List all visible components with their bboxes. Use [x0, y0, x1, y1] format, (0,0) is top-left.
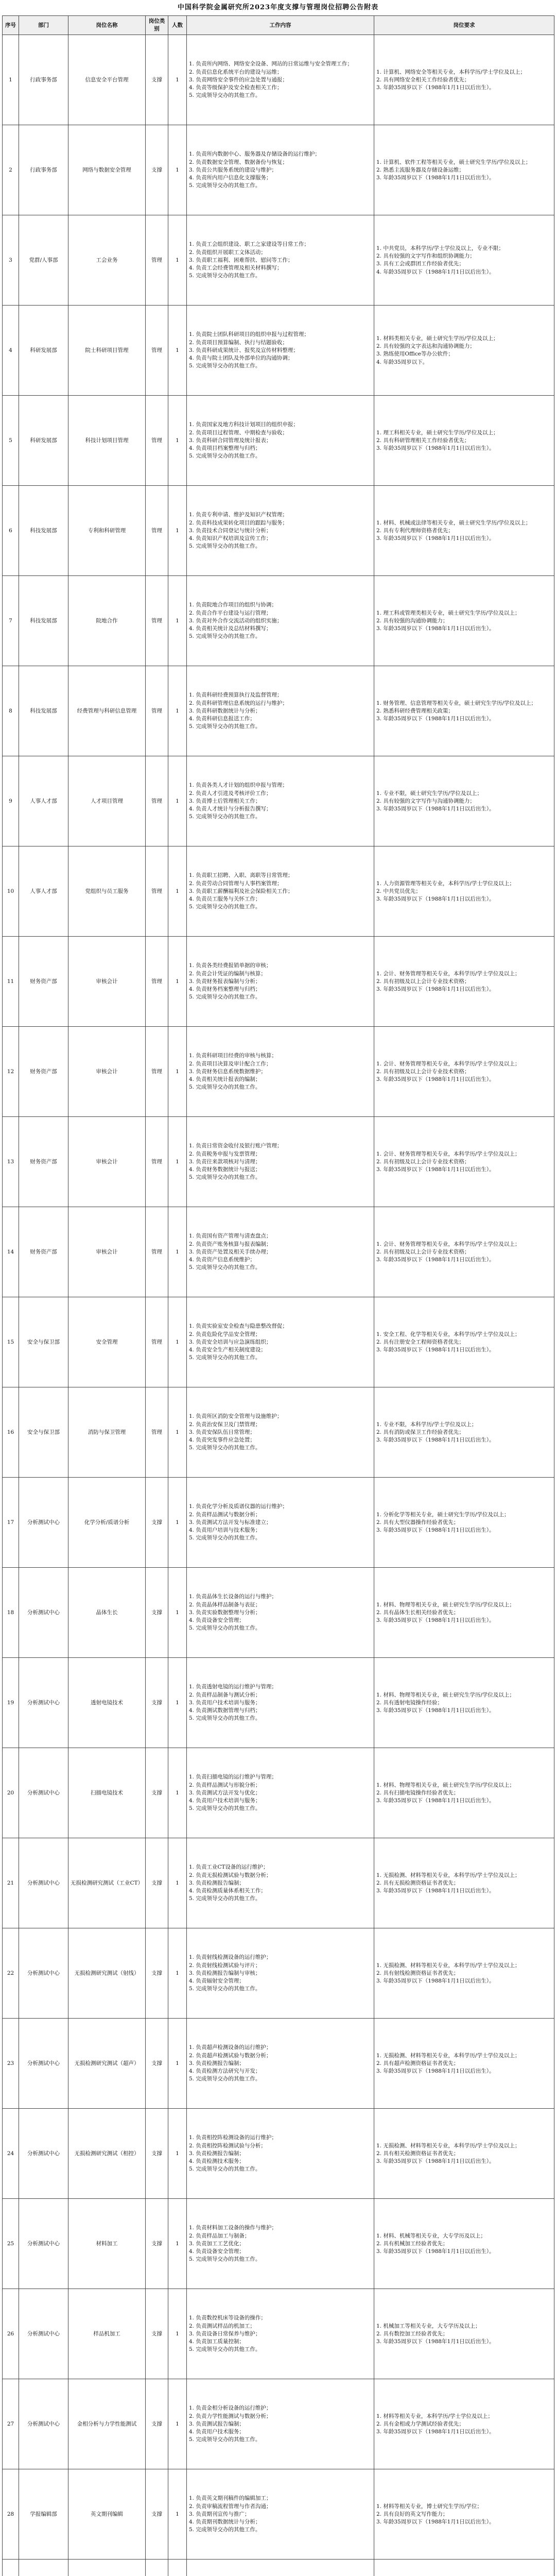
- cell-resp: 1. 负责晶体生长设备的运行与维护； 2. 负责晶体样品制备与表征； 3. 负责实验数据整理与分析； 4. 负责设备安全管理； 5. 完成领导交办的其他工作。: [187, 1568, 374, 1658]
- cell-req: 1. 专业不限，硕士研究生学历/学位及以上； 2. 具有较强的文字写作与沟通协调能力； 3. 年龄35周岁以下（1988年1月1日以后出生）。: [374, 756, 554, 846]
- cell-req: 1. 材料、物理等相关专业，硕士研究生学历/学位及以上； 2. 具有透射电镜操作经验； 3. 年龄35周岁以下（1988年1月1日以后出生）。: [374, 1658, 554, 1748]
- cell-post: 无损检测研究测试（相控）: [68, 2109, 146, 2199]
- cell-type: 管理: [146, 1207, 168, 1297]
- cell-post: 审核会计: [68, 1027, 146, 1117]
- cell-type: 管理: [146, 576, 168, 666]
- cell-type: [146, 2560, 168, 2576]
- cell-resp: 1. 负责射线检测设备的运行维护； 2. 负责射线检测试验与评片； 3. 负责检测报告编制与审核； 4. 负责辐射安全管理； 5. 完成领导交办的其他工作。: [187, 1928, 374, 2019]
- cell-type: 管理: [146, 306, 168, 396]
- cell-post: 扫描电镜技术: [68, 1748, 146, 1838]
- cell-type: 支撑: [146, 2379, 168, 2469]
- cell-no: 18: [3, 1568, 19, 1658]
- cell-req: 1. 安全工程、化学等相关专业，本科学历/学士学位及以上； 2. 具有注册安全工程师资格者优先； 3. 年龄35周岁以下（1988年1月1日以后出生）。: [374, 1297, 554, 1387]
- cell-resp: 1. 负责金相分析设备的运行维护； 2. 负责力学性能测试与数据分析； 3. 负责测试报告编制； 4. 负责用户技术服务； 5. 完成领导交办的其他工作。: [187, 2379, 374, 2469]
- cell-no: 14: [3, 1207, 19, 1297]
- header-post: 岗位名称: [68, 16, 146, 35]
- cell-req: 1. 材料、机械或法律等相关专业，硕士研究生学历/学位及以上； 2. 具有专利代理师资格者优先； 3. 年龄35周岁以下（1988年1月1日以后出生）。: [374, 486, 554, 576]
- cell-resp: 1. 负责英文期刊稿件的编辑加工； 2. 负责审稿流程管理与作者沟通； 3. 负责期刊宣传与推广； 4. 负责期刊数据统计与分析； 5. 完成领导交办的其他工作。: [187, 2469, 374, 2560]
- cell-post: 院地合作: [68, 576, 146, 666]
- cell-resp: 1. 负责职工招聘、入职、离职等日常管理； 2. 负责劳动合同管理与人事档案管理； 3. 负责职工薪酬福利及社会保险相关工作； 4. 负责员工服务与关怀工作； 5. 完成领导交办的其他工作。: [187, 846, 374, 937]
- cell-no: 15: [3, 1297, 19, 1387]
- cell-req: 1. 材料、物理等相关专业，硕士研究生学历/学位及以上； 2. 具有扫描电镜操作经验者优先； 3. 年龄35周岁以下（1988年1月1日以后出生）。: [374, 1748, 554, 1838]
- table-row: [3, 2379, 554, 2469]
- cell-req: 1. 计算机、软件工程等相关专业，硕士研究生学历/学位及以上； 2. 熟悉主流服务器及存储设备运维； 3. 年龄35周岁以下（1988年1月1日以后出生）。: [374, 125, 554, 215]
- cell-resp: 1. 负责实验室安全检查与隐患整改督促； 2. 负责危险化学品安全管理； 3. 负责安全培训与应急演练组织； 4. 负责安全生产相关制度建设； 5. 完成领导交办的其他工作。: [187, 1297, 374, 1387]
- cell-count: 1: [168, 2469, 187, 2560]
- cell-count: 1: [168, 2199, 187, 2289]
- cell-dept: 财务资产部: [19, 937, 68, 1027]
- cell-no: 25: [3, 2199, 19, 2289]
- cell-dept: 分析测试中心: [19, 1748, 68, 1838]
- header-req: 岗位要求: [374, 16, 554, 35]
- cell-req: 1. 材料等相关专业，本科学历/学士学位及以上； 2. 具有金相或力学测试经验者优先； 3. 年龄35周岁以下（1988年1月1日以后出生）。: [374, 2379, 554, 2469]
- cell-dept: 行政事务部: [19, 35, 68, 125]
- cell-count: 1: [168, 1117, 187, 1207]
- cell-post: 科技计划项目管理: [68, 396, 146, 486]
- cell-no: 27: [3, 2379, 19, 2469]
- cell-no: 4: [3, 306, 19, 396]
- table-body: [3, 35, 554, 2576]
- table-row: [3, 486, 554, 576]
- cell-post: 化学分析/质谱分析: [68, 1478, 146, 1568]
- cell-resp: 1. 负责日常资金收付及银行账户管理； 2. 负责税务申报与发票管理； 3. 负责往来款项核对与清理； 4. 负责财务数据统计与报送； 5. 完成领导交办的其他工作。: [187, 1117, 374, 1207]
- cell-post: 消防与保卫管理: [68, 1387, 146, 1478]
- table-row: [3, 125, 554, 215]
- cell-no: 16: [3, 1387, 19, 1478]
- cell-type: 支撑: [146, 125, 168, 215]
- cell-no: 20: [3, 1748, 19, 1838]
- cell-type: 管理: [146, 396, 168, 486]
- cell-post: 审核会计: [68, 937, 146, 1027]
- cell-count: 1: [168, 1387, 187, 1478]
- cell-no: 2: [3, 125, 19, 215]
- cell-dept: 分析测试中心: [19, 1568, 68, 1658]
- header-dept: 部门: [19, 16, 68, 35]
- cell-type: 管理: [146, 756, 168, 846]
- cell-type: 管理: [146, 846, 168, 937]
- cell-dept: 人事人才部: [19, 756, 68, 846]
- cell-post: 人才项目管理: [68, 756, 146, 846]
- cell-type: 管理: [146, 937, 168, 1027]
- cell-resp: 1. 负责工业CT设备的运行维护； 2. 负责无损检测试验与数据分析； 3. 负责检测报告编制； 4. 负责检测质量体系相关工作； 5. 完成领导交办的其他工作。: [187, 1838, 374, 1928]
- cell-req: 1. 财务管理、信息管理等相关专业，硕士研究生学历/学位及以上； 2. 熟悉科研经费管理相关政策； 3. 年龄35周岁以下（1988年1月1日以后出生）。: [374, 666, 554, 756]
- cell-dept: 安全与保卫部: [19, 1297, 68, 1387]
- cell-post: 安全管理: [68, 1297, 146, 1387]
- cell-dept: 分析测试中心: [19, 1928, 68, 2019]
- cell-post: 网络与数据安全管理: [68, 125, 146, 215]
- cell-count: 1: [168, 1207, 187, 1297]
- cell-post: 材料加工: [68, 2199, 146, 2289]
- cell-req: 1. 材料、物理等相关专业，硕士研究生学历/学位及以上； 2. 具有晶体生长相关经验者优先； 3. 年龄35周岁以下（1988年1月1日以后出生）。: [374, 1568, 554, 1658]
- cell-no: 22: [3, 1928, 19, 2019]
- cell-count: [168, 2560, 187, 2576]
- cell-dept: 分析测试中心: [19, 1478, 68, 1568]
- cell-resp: 1. 负责超声检测设备的运行维护； 2. 负责超声检测试验与数据分析； 3. 负责检测报告编制； 4. 负责检测方法研究与开发； 5. 完成领导交办的其他工作。: [187, 2019, 374, 2109]
- cell-dept: 行政事务部: [19, 125, 68, 215]
- cell-post: 党组织与员工服务: [68, 846, 146, 937]
- cell-type: 支撑: [146, 1568, 168, 1658]
- cell-dept: 分析测试中心: [19, 1658, 68, 1748]
- cell-dept: 财务资产部: [19, 1027, 68, 1117]
- header-count: 人数: [168, 16, 187, 35]
- cell-req: 1. 机械加工等相关专业，大专学历及以上； 2. 具有数控加工经验者优先； 3. 年龄35周岁以下（1988年1月1日以后出生）。: [374, 2289, 554, 2379]
- table-row: [3, 1297, 554, 1387]
- cell-req: 1. 材料类相关专业，硕士研究生学历/学位及以上； 2. 具有较强的文字表达和沟通协调能力； 3. 熟练使用Office等办公软件； 4. 年龄35周岁以下。: [374, 306, 554, 396]
- cell-count: 1: [168, 125, 187, 215]
- cell-req: 1. 无损检测、材料等相关专业，本科学历/学士学位及以上； 2. 具有超声检测资格证书者优先； 3. 年龄35周岁以下（1988年1月1日以后出生）。: [374, 2019, 554, 2109]
- cell-dept: 科研发展部: [19, 306, 68, 396]
- cell-resp: 1. 负责所区消防安全管理与设施维护； 2. 负责治安保卫及门禁管理； 3. 负责安保队伍日常管理； 4. 负责突发事件应急处置； 5. 完成领导交办的其他工作。: [187, 1387, 374, 1478]
- cell-count: 1: [168, 937, 187, 1027]
- cell-no: 21: [3, 1838, 19, 1928]
- cell-dept: 科技发展部: [19, 486, 68, 576]
- cell-post: 无损检测研究测试（超声）: [68, 2019, 146, 2109]
- cell-resp: [187, 2560, 374, 2576]
- table-row: [3, 1838, 554, 1928]
- table-row: [3, 1928, 554, 2019]
- cell-no: 5: [3, 396, 19, 486]
- table-row: [3, 1207, 554, 1297]
- cell-req: 1. 会计、财务管理等相关专业，本科学历/学士学位及以上； 2. 具有初级及以上会计专业技术资格； 3. 年龄35周岁以下（1988年1月1日以后出生）。: [374, 1027, 554, 1117]
- cell-type: 支撑: [146, 1748, 168, 1838]
- cell-dept: 科研发展部: [19, 396, 68, 486]
- cell-post: 经费管理与科研信息管理: [68, 666, 146, 756]
- cell-count: 1: [168, 2109, 187, 2199]
- cell-no: 7: [3, 576, 19, 666]
- cell-count: 1: [168, 1568, 187, 1658]
- cell-req: 1. 会计、财务管理等相关专业，本科学历/学士学位及以上； 2. 具有初级及以上会计专业技术资格； 3. 年龄35周岁以下（1988年1月1日以后出生）。: [374, 1117, 554, 1207]
- cell-resp: 1. 负责数控机床等设备的操作； 2. 负责测试样品的机加工； 3. 负责设备日常保养与维护； 4. 负责加工质量控制； 5. 完成领导交办的其他工作。: [187, 2289, 374, 2379]
- table-row: [3, 1748, 554, 1838]
- cell-type: 管理: [146, 1027, 168, 1117]
- cell-dept: [19, 2560, 68, 2576]
- cell-no: 6: [3, 486, 19, 576]
- cell-count: 1: [168, 576, 187, 666]
- table-header-row: [3, 16, 554, 35]
- cell-req: 1. 材料等相关专业，博士研究生学历/学位； 2. 具有良好的英文写作能力； 3. 年龄35周岁以下（1988年1月1日以后出生）。: [374, 2469, 554, 2560]
- cell-no: 12: [3, 1027, 19, 1117]
- cell-resp: 1. 负责扫描电镜的运行维护与管理； 2. 负责样品测试与形貌分析； 3. 负责测试方法开发与优化； 4. 负责用户技术培训与服务； 5. 完成领导交办的其他工作。: [187, 1748, 374, 1838]
- table-row: [3, 1117, 554, 1207]
- table-row: [3, 2469, 554, 2560]
- cell-count: 1: [168, 1297, 187, 1387]
- cell-dept: 科技发展部: [19, 666, 68, 756]
- cell-req: 1. 无损检测、材料等相关专业，本科学历/学士学位及以上； 2. 具有相关检测资格证书者优先； 3. 年龄35周岁以下（1988年1月1日以后出生）。: [374, 2109, 554, 2199]
- cell-dept: 分析测试中心: [19, 1838, 68, 1928]
- cell-post: 样品机加工: [68, 2289, 146, 2379]
- cell-no: [3, 2560, 19, 2576]
- cell-type: 支撑: [146, 2289, 168, 2379]
- cell-no: 23: [3, 2019, 19, 2109]
- cell-dept: 人事人才部: [19, 846, 68, 937]
- cell-resp: 1. 负责化学分析及质谱仪器的运行维护； 2. 负责样品测试与数据分析； 3. 负责测试方法开发与标准建立； 4. 负责用户培训与技术服务； 5. 完成领导交办的其他工作。: [187, 1478, 374, 1568]
- cell-type: 管理: [146, 1387, 168, 1478]
- cell-count: 1: [168, 1658, 187, 1748]
- table-row: [3, 937, 554, 1027]
- header-no: 序号: [3, 16, 19, 35]
- table-row: [3, 215, 554, 306]
- cell-post: 无损检测研究测试（射线）: [68, 1928, 146, 2019]
- cell-resp: 1. 负责国有资产管理与清查盘点； 2. 负责资产账务核算与报表编制； 3. 负责资产处置及相关手续办理； 4. 负责资产信息系统维护； 5. 完成领导交办的其他工作。: [187, 1207, 374, 1297]
- cell-no: 24: [3, 2109, 19, 2199]
- cell-post: 英文期刊编辑: [68, 2469, 146, 2560]
- cell-type: 支撑: [146, 2469, 168, 2560]
- cell-no: 10: [3, 846, 19, 937]
- cell-dept: 分析测试中心: [19, 2379, 68, 2469]
- table-row: [3, 756, 554, 846]
- cell-req: 1. 分析化学等相关专业，硕士研究生学历/学位及以上； 2. 具有大型仪器操作经验者优先； 3. 年龄35周岁以下（1988年1月1日以后出生）。: [374, 1478, 554, 1568]
- cell-count: 1: [168, 2019, 187, 2109]
- table-row: [3, 2109, 554, 2199]
- cell-type: 支撑: [146, 1838, 168, 1928]
- cell-resp: 1. 负责所内网络、网络安全设备、网站的日常运维与安全管理工作； 2. 负责信息化系统平台的建设与运维； 3. 负责网络安全事件的应急处置与通报； 4. 负责等级保护及安全检查相关工作； 5. 完成领导交办的其他工作。: [187, 35, 374, 125]
- cell-req: 1. 无损检测、材料等相关专业，本科学历/学士学位及以上； 2. 具有射线检测资格证书者优先； 3. 年龄35周岁以下（1988年1月1日以后出生）。: [374, 1928, 554, 2019]
- cell-type: 管理: [146, 215, 168, 306]
- table-row: [3, 2289, 554, 2379]
- cell-no: 13: [3, 1117, 19, 1207]
- header-resp: 工作内容: [187, 16, 374, 35]
- cell-no: 11: [3, 937, 19, 1027]
- cell-no: 8: [3, 666, 19, 756]
- cell-no: 19: [3, 1658, 19, 1748]
- cell-count: 1: [168, 306, 187, 396]
- cell-dept: 分析测试中心: [19, 2019, 68, 2109]
- cell-req: 1. 计算机、网络安全等相关专业，本科学历/学士学位及以上； 2. 具有网络安全相关工作经验者优先； 3. 年龄35周岁以下（1988年1月1日以后出生）。: [374, 35, 554, 125]
- table-row: [3, 1658, 554, 1748]
- cell-count: 1: [168, 846, 187, 937]
- cell-resp: 1. 负责院地合作项目的组织与协调； 2. 负责合作平台建设与运行管理； 3. 负责对外合作交流活动的组织实施； 4. 负责相关统计及总结材料撰写； 5. 完成领导交办的其他工作。: [187, 576, 374, 666]
- cell-dept: 分析测试中心: [19, 2199, 68, 2289]
- cell-count: 1: [168, 396, 187, 486]
- cell-dept: 分析测试中心: [19, 2289, 68, 2379]
- cell-type: 支撑: [146, 35, 168, 125]
- cell-resp: 1. 负责专利申请、维护及知识产权管理； 2. 负责科技成果转化项目的跟踪与服务； 3. 负责技术合同登记与统计分析； 4. 负责知识产权培训及宣传工作； 5. 完成领导交办的其他工作。: [187, 486, 374, 576]
- cell-count: 1: [168, 2289, 187, 2379]
- cell-dept: 安全与保卫部: [19, 1387, 68, 1478]
- cell-count: 1: [168, 666, 187, 756]
- cell-post: 晶体生长: [68, 1568, 146, 1658]
- table-row: [3, 1568, 554, 1658]
- cell-req: 1. 中共党员，本科学历/学士学位及以上，专业不限； 2. 具有较强的文字写作和组织协调能力； 3. 具有工会或群团工作经验者优先； 4. 年龄35周岁以下（1988年1月1日以后出生）。: [374, 215, 554, 306]
- cell-dept: 财务资产部: [19, 1117, 68, 1207]
- table-row: [3, 396, 554, 486]
- table-row: [3, 666, 554, 756]
- cell-count: 1: [168, 35, 187, 125]
- cell-resp: 1. 负责科研项目经费的审核与核算； 2. 负责项目决算及审计配合工作； 3. 负责财务信息系统数据维护； 4. 负责相关统计报表的编制； 5. 完成领导交办的其他工作。: [187, 1027, 374, 1117]
- cell-dept: 学报编辑部: [19, 2469, 68, 2560]
- cell-resp: 1. 负责材料加工设备的操作与维护； 2. 负责样品加工与制备； 3. 负责加工工艺优化； 4. 负责设备安全管理； 5. 完成领导交办的其他工作。: [187, 2199, 374, 2289]
- cell-req: 1. 理工科相关专业，硕士研究生学历/学位及以上； 2. 具有科研管理相关工作经验者优先； 3. 年龄35周岁以下（1988年1月1日以后出生）。: [374, 396, 554, 486]
- table-row: [3, 846, 554, 937]
- cell-dept: 党群/人事部: [19, 215, 68, 306]
- cell-resp: 1. 负责国家及地方科技计划项目的组织申报； 2. 负责项目过程管理、中期检查与验收； 3. 负责科研合同管理及统计报表； 4. 负责项目档案整理与归档； 5. 完成领导交办的其他工作。: [187, 396, 374, 486]
- cell-count: 1: [168, 2379, 187, 2469]
- cell-req: 1. 会计、财务管理等相关专业，本科学历/学士学位及以上； 2. 具有初级及以上会计专业技术资格； 3. 年龄35周岁以下（1988年1月1日以后出生）。: [374, 1207, 554, 1297]
- cell-post: 专利和科研管理: [68, 486, 146, 576]
- cell-count: 1: [168, 486, 187, 576]
- cell-resp: 1. 负责各类人才计划的组织申报与管理； 2. 负责人才引进及考核评价工作； 3. 负责博士后管理相关工作； 4. 负责人才统计与分析报告撰写； 5. 完成领导交办的其他工作。: [187, 756, 374, 846]
- table-row: [3, 2199, 554, 2289]
- cell-req: [374, 2560, 554, 2576]
- cell-post: 审核会计: [68, 1207, 146, 1297]
- cell-req: 1. 专业不限，本科学历/学士学位及以上； 2. 具有消防或保卫工作经验者优先； 3. 年龄35周岁以下（1988年1月1日以后出生）。: [374, 1387, 554, 1478]
- cell-req: 1. 理工科或管理类相关专业，硕士研究生学历/学位及以上； 2. 具有较强的沟通协调能力； 3. 年龄35周岁以下（1988年1月1日以后出生）。: [374, 576, 554, 666]
- cell-type: 支撑: [146, 1658, 168, 1748]
- cell-count: 1: [168, 1478, 187, 1568]
- cell-count: 1: [168, 1748, 187, 1838]
- cell-resp: 1. 负责相控阵检测设备的运行维护； 2. 负责相控阵检测试验与分析； 3. 负责检测报告编制； 4. 负责检测技术服务； 5. 完成领导交办的其他工作。: [187, 2109, 374, 2199]
- cell-post: [68, 2560, 146, 2576]
- table-row: [3, 35, 554, 125]
- cell-no: 26: [3, 2289, 19, 2379]
- cell-dept: 财务资产部: [19, 1207, 68, 1297]
- cell-post: 院士科研项目管理: [68, 306, 146, 396]
- cell-no: 3: [3, 215, 19, 306]
- cell-req: 1. 人力资源管理等相关专业，本科学历/学士学位及以上； 2. 中共党员优先； 3. 年龄35周岁以下（1988年1月1日以后出生）。: [374, 846, 554, 937]
- table-row: [3, 306, 554, 396]
- cell-req: 1. 无损检测、材料等相关专业，本科学历/学士学位及以上； 2. 具有无损检测资格证书者优先； 3. 年龄35周岁以下（1988年1月1日以后出生）。: [374, 1838, 554, 1928]
- cell-count: 1: [168, 1027, 187, 1117]
- table-row: [3, 1478, 554, 1568]
- table-row: [3, 1027, 554, 1117]
- table-row: [3, 576, 554, 666]
- document-title: 中国科学院金属研究所2023年度支撑与管理岗位招聘公告附表: [177, 4, 379, 11]
- cell-resp: 1. 负责科研经费预算执行及监督管理； 2. 负责科研管理信息系统的运行与维护； 3. 负责科研数据统计与分析； 4. 负责科研信息报送工作； 5. 完成领导交办的其他工作。: [187, 666, 374, 756]
- cell-no: 9: [3, 756, 19, 846]
- cell-resp: 1. 负责所内数据中心、服务器及存储设备的运行维护； 2. 负责数据安全管理、数据备份与恢复； 3. 负责公共服务系统的建设与维护； 4. 负责所内用户信息化支撑服务； 5. 完成领导交办的其他工作。: [187, 125, 374, 215]
- cell-type: 支撑: [146, 2199, 168, 2289]
- cell-count: 1: [168, 756, 187, 846]
- cell-type: 支撑: [146, 1478, 168, 1568]
- jobs-table: [2, 15, 554, 2576]
- cell-post: 信息安全平台管理: [68, 35, 146, 125]
- cell-req: 1. 会计、财务管理等相关专业，本科学历/学士学位及以上； 2. 具有初级及以上会计专业技术资格； 3. 年龄35周岁以下（1988年1月1日以后出生）。: [374, 937, 554, 1027]
- cell-dept: 科技发展部: [19, 576, 68, 666]
- cell-post: 审核会计: [68, 1117, 146, 1207]
- cell-type: 支撑: [146, 2109, 168, 2199]
- cell-type: 管理: [146, 486, 168, 576]
- cell-type: 支撑: [146, 1928, 168, 2019]
- cell-resp: 1. 负责院士团队科研项目的组织申报与过程管理； 2. 负责项目预算编制、执行与结题验收； 3. 负责科研成果统计、报奖及宣传材料整理； 4. 负责与院士团队及外部单位的沟通协调； 5. 完成领导交办的其他工作。: [187, 306, 374, 396]
- cell-post: 无损检测研究测试（工业CT）: [68, 1838, 146, 1928]
- cell-resp: 1. 负责工会组织建设、职工之家建设等日常工作； 2. 负责组织开展职工文体活动； 3. 负责职工福利、困难帮扶、慰问等工作； 4. 负责工会经费管理及相关材料撰写； 5. 完成领导交办的其他工作。: [187, 215, 374, 306]
- cell-type: 支撑: [146, 2019, 168, 2109]
- header-type: 岗位类别: [146, 16, 168, 35]
- table-row: [3, 2560, 554, 2576]
- cell-dept: 分析测试中心: [19, 2109, 68, 2199]
- cell-post: 工会业务: [68, 215, 146, 306]
- cell-count: 1: [168, 1838, 187, 1928]
- cell-type: 管理: [146, 666, 168, 756]
- table-row: [3, 2019, 554, 2109]
- cell-type: 管理: [146, 1117, 168, 1207]
- cell-post: 金相分析与力学性能测试: [68, 2379, 146, 2469]
- cell-no: 28: [3, 2469, 19, 2560]
- table-row: [3, 1387, 554, 1478]
- cell-count: 1: [168, 1928, 187, 2019]
- cell-req: 1. 材料、机械等相关专业，大专学历及以上； 2. 具有机械加工经验者优先； 3. 年龄35周岁以下（1988年1月1日以后出生）。: [374, 2199, 554, 2289]
- cell-resp: 1. 负责透射电镜的运行维护与管理； 2. 负责样品制备与测试分析； 3. 负责用户技术培训与服务； 4. 负责测试数据管理与归档； 5. 完成领导交办的其他工作。: [187, 1658, 374, 1748]
- cell-count: 1: [168, 215, 187, 306]
- cell-resp: 1. 负责各类经费报销单据的审核； 2. 负责会计凭证的编制与核算； 3. 负责财务报表编制与分析； 4. 负责财务档案整理与归档； 5. 完成领导交办的其他工作。: [187, 937, 374, 1027]
- cell-no: 1: [3, 35, 19, 125]
- cell-type: 管理: [146, 1297, 168, 1387]
- cell-post: 透射电镜技术: [68, 1658, 146, 1748]
- cell-no: 17: [3, 1478, 19, 1568]
